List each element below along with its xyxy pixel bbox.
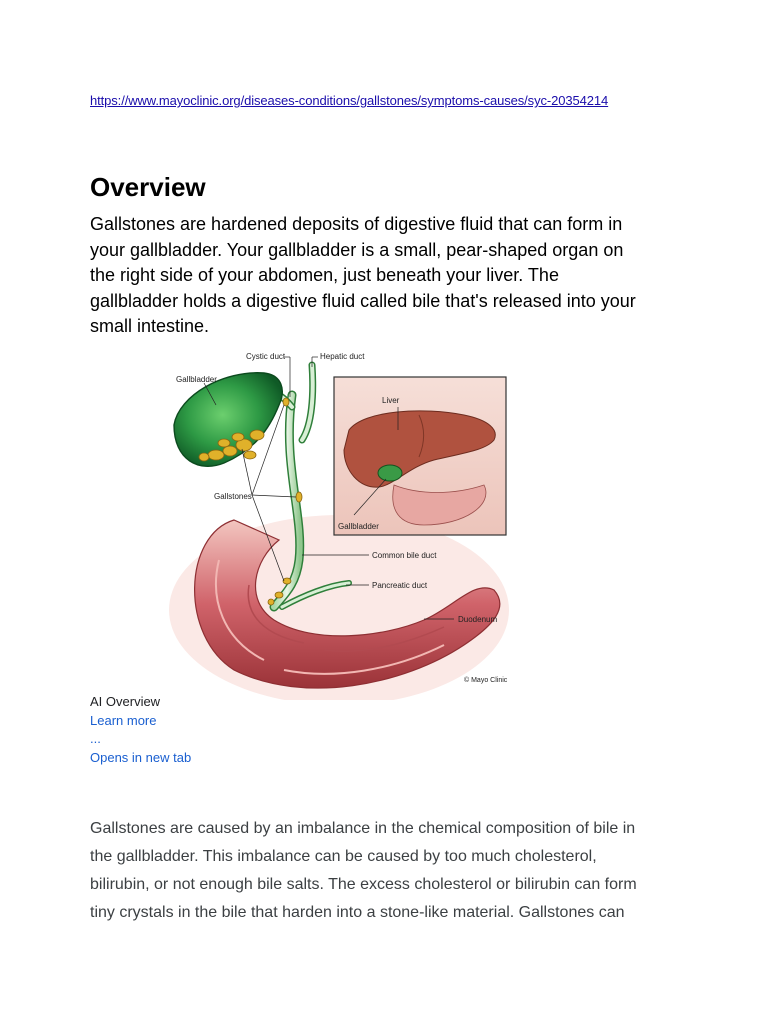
label-hepatic-duct: Hepatic duct — [320, 352, 365, 361]
body-line: the gallbladder. This imbalance can be caused by too much cholesterol, — [90, 848, 597, 865]
intro-line: the right side of your abdomen, just beneath your liver. The — [90, 265, 559, 285]
figure-copyright: © Mayo Clinic — [464, 677, 508, 684]
intro-line: small intestine. — [90, 316, 210, 336]
label-common-bile-duct: Common bile duct — [372, 551, 437, 560]
page-heading: Overview — [90, 172, 206, 202]
opens-new-tab-link[interactable]: Opens in new tab — [90, 749, 192, 765]
more-options-link[interactable]: ... — [90, 731, 101, 746]
label-liver: Liver — [382, 396, 400, 405]
ai-overview-title: AI Overview — [90, 694, 161, 709]
label-gallbladder: Gallbladder — [176, 375, 217, 384]
learn-more-link[interactable]: Learn more — [90, 712, 157, 728]
label-gallstones: Gallstones — [214, 492, 252, 501]
label-cystic-duct: Cystic duct — [246, 352, 286, 361]
label-pancreatic-duct: Pancreatic duct — [372, 581, 428, 590]
ai-overview-block — [90, 693, 191, 767]
hepatic-duct — [302, 365, 313, 440]
body-line: Gallstones are caused by an imbalance in the chemical composition of bile in — [90, 820, 636, 837]
body-line: tiny crystals in the bile that harden into a stone-like material. Gallstones can — [90, 904, 625, 921]
label-inset-gallbladder: Gallbladder — [338, 522, 379, 531]
body-line: bilirubin, or not enough bile salts. The excess cholesterol or bilirubin can form — [90, 876, 637, 893]
causes-paragraph — [90, 815, 680, 927]
intro-line: Gallstones are hardened deposits of digestive fluid that can form in — [90, 214, 623, 234]
anatomy-illustration — [164, 345, 584, 700]
inset-gallbladder-shape — [378, 465, 402, 481]
source-url-link[interactable]: https://www.mayoclinic.org/diseases-conditions/gallstones/symptoms-causes/syc-20354214 — [90, 93, 609, 108]
label-duodenum: Duodenum — [458, 615, 498, 624]
gallbladder-anatomy-figure — [164, 345, 584, 700]
intro-line: your gallbladder. Your gallbladder is a small, pear-shaped organ on — [90, 239, 624, 260]
intro-line: gallbladder holds a digestive fluid called bile that's released into your — [90, 290, 636, 311]
intro-paragraph — [90, 212, 680, 340]
